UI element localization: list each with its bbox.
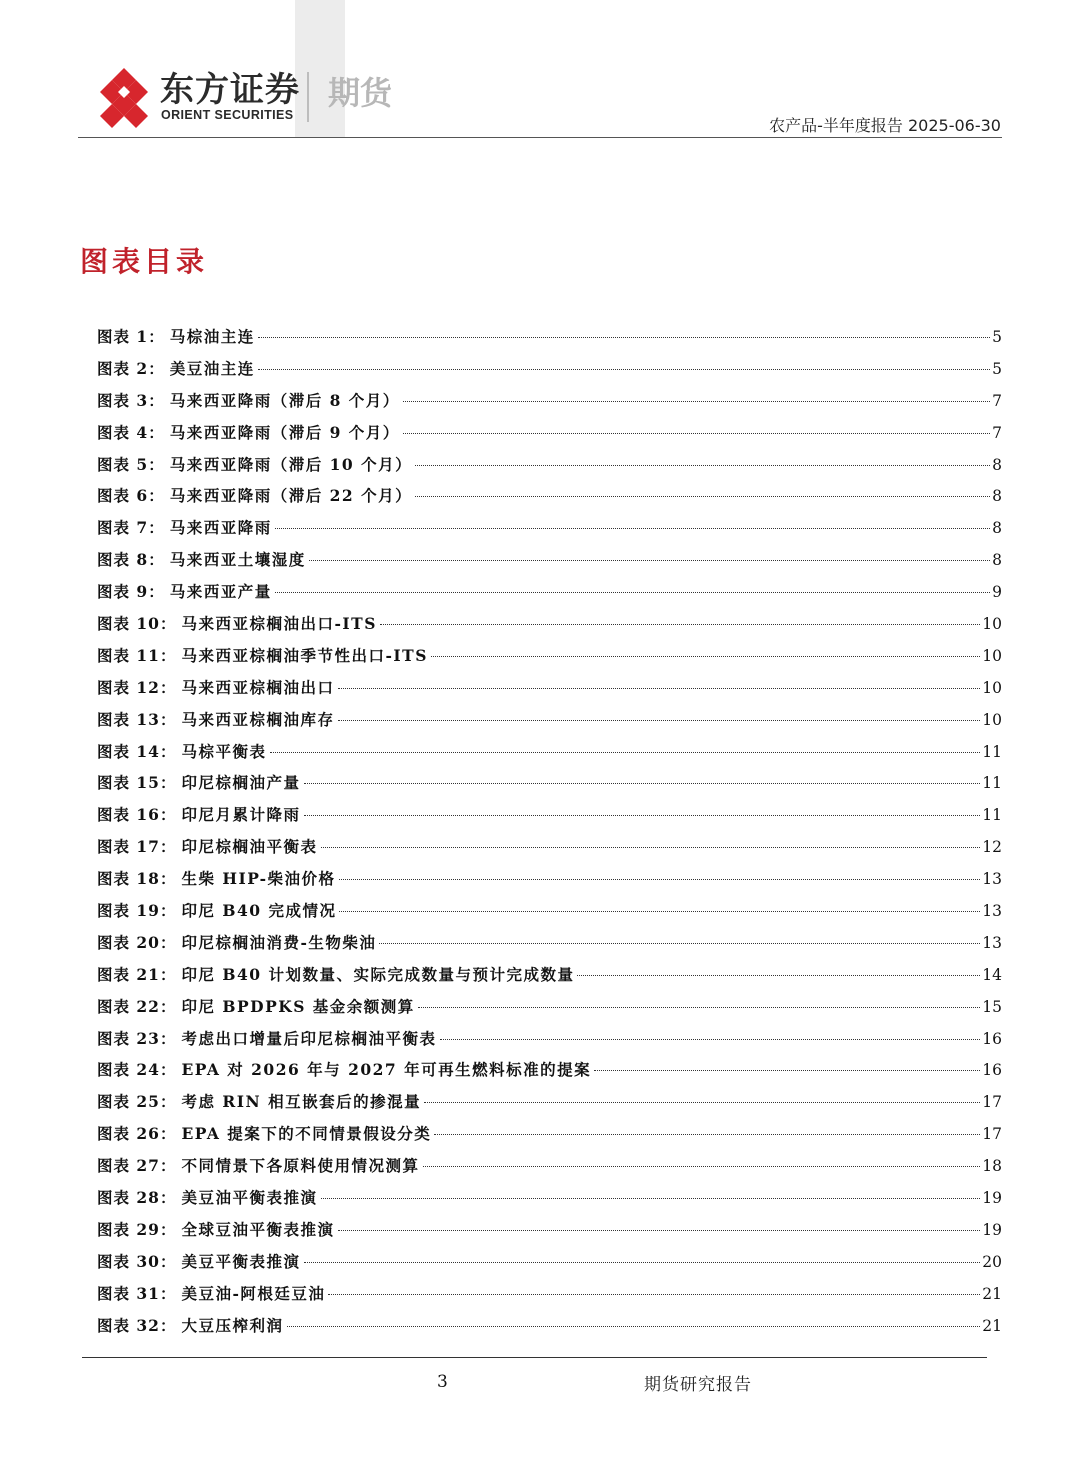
toc-figure-title: 印尼 B40 完成情况 (181, 901, 337, 921)
toc-page-number: 8 (992, 455, 1002, 474)
toc-dot-leader (577, 975, 980, 976)
toc-colon: ： (159, 1283, 176, 1303)
table-of-figures (97, 325, 1002, 1346)
toc-row[interactable] (97, 995, 1002, 1027)
toc-row[interactable] (97, 1186, 1002, 1218)
toc-page-number: 10 (982, 710, 1002, 729)
toc-dot-leader (434, 1134, 980, 1135)
toc-page-number: 11 (982, 742, 1002, 761)
toc-figure-label: 图表 30 (97, 1251, 160, 1271)
toc-figure-title: 马来西亚降雨（滞后 9 个月） (169, 422, 400, 442)
toc-figure-label: 图表 4 (97, 422, 149, 442)
toc-row[interactable] (97, 389, 1002, 421)
toc-page-number: 21 (982, 1316, 1002, 1335)
toc-colon: ： (159, 996, 176, 1016)
toc-figure-title: EPA 对 2026 年与 2027 年可再生燃料标准的提案 (181, 1060, 592, 1080)
toc-figure-label: 图表 2 (97, 358, 149, 378)
toc-page-number: 13 (982, 870, 1002, 889)
toc-dot-leader (424, 1102, 980, 1103)
toc-figure-title: 马来西亚棕榈油库存 (181, 709, 335, 729)
toc-page-number: 10 (982, 615, 1002, 634)
toc-figure-label: 图表 10 (97, 614, 160, 634)
toc-page-number: 19 (982, 1189, 1002, 1208)
toc-figure-title: 美豆油平衡表推演 (181, 1188, 318, 1208)
toc-figure-label: 图表 32 (97, 1315, 160, 1335)
toc-colon: ： (159, 1028, 176, 1048)
footer-label: 期货研究报告 (644, 1375, 752, 1395)
toc-row[interactable] (97, 357, 1002, 389)
toc-dot-leader (379, 943, 980, 944)
toc-figure-label: 图表 8 (97, 550, 149, 570)
toc-dot-leader (431, 656, 980, 657)
toc-row[interactable] (97, 771, 1002, 803)
toc-page-number: 17 (982, 1125, 1002, 1144)
toc-figure-title: 大豆压榨利润 (181, 1315, 284, 1335)
logo-divider (307, 72, 309, 122)
toc-dot-leader (338, 720, 981, 721)
toc-figure-label: 图表 21 (97, 964, 160, 984)
toc-figure-label: 图表 11 (97, 645, 160, 665)
toc-dot-leader (287, 1326, 981, 1327)
toc-page-number: 15 (982, 997, 1002, 1016)
toc-page-number: 10 (982, 646, 1002, 665)
toc-dot-leader (418, 1007, 980, 1008)
toc-colon: ： (159, 645, 176, 665)
toc-page-number: 13 (982, 902, 1002, 921)
toc-figure-title: 马来西亚降雨 (169, 518, 272, 538)
toc-colon: ： (148, 358, 164, 378)
toc-colon: ： (159, 964, 176, 984)
toc-page-number: 20 (982, 1252, 1002, 1271)
toc-colon: ： (159, 837, 176, 857)
toc-figure-label: 图表 22 (97, 996, 160, 1016)
logo-subtitle-futures: 期货 (328, 74, 393, 112)
toc-row[interactable] (97, 676, 1002, 708)
toc-colon: ： (159, 709, 176, 729)
toc-row[interactable] (97, 484, 1002, 516)
toc-colon: ： (159, 1156, 176, 1176)
toc-row[interactable] (97, 835, 1002, 867)
toc-dot-leader (275, 528, 990, 529)
toc-dot-leader (339, 911, 980, 912)
page-number: 3 (437, 1372, 448, 1392)
toc-dot-leader (309, 560, 990, 561)
toc-row[interactable] (97, 899, 1002, 931)
toc-dot-leader (403, 433, 990, 434)
toc-page-number: 9 (992, 583, 1002, 602)
toc-row[interactable] (97, 421, 1002, 453)
toc-colon: ： (159, 869, 176, 889)
page-title: 图表目录 (80, 245, 209, 278)
toc-dot-leader (594, 1070, 980, 1071)
toc-figure-title: 马来西亚棕榈油出口 (181, 677, 335, 697)
toc-row[interactable] (97, 1314, 1002, 1346)
toc-colon: ： (148, 518, 164, 538)
toc-dot-leader (304, 1262, 981, 1263)
toc-figure-label: 图表 28 (97, 1188, 160, 1208)
toc-page-number: 8 (992, 551, 1002, 570)
toc-row[interactable] (97, 1122, 1002, 1154)
toc-row[interactable] (97, 931, 1002, 963)
toc-page-number: 7 (992, 423, 1002, 442)
toc-row[interactable] (97, 325, 1002, 357)
toc-page-number: 13 (982, 933, 1002, 952)
toc-dot-leader (304, 815, 981, 816)
toc-figure-label: 图表 25 (97, 1092, 160, 1112)
toc-dot-leader (423, 1166, 981, 1167)
toc-page-number: 7 (992, 391, 1002, 410)
toc-colon: ： (148, 486, 164, 506)
toc-colon: ： (148, 422, 164, 442)
toc-figure-title: 马来西亚棕榈油季节性出口-ITS (181, 645, 428, 665)
toc-figure-title: 印尼棕榈油平衡表 (181, 837, 318, 857)
toc-figure-label: 图表 29 (97, 1219, 160, 1239)
toc-figure-title: EPA 提案下的不同情景假设分类 (181, 1124, 432, 1144)
toc-figure-label: 图表 18 (97, 869, 160, 889)
toc-row[interactable] (97, 1154, 1002, 1186)
toc-figure-title: 不同情景下各原料使用情况测算 (181, 1156, 420, 1176)
toc-dot-leader (304, 783, 981, 784)
toc-colon: ： (148, 454, 164, 474)
toc-page-number: 21 (982, 1284, 1002, 1303)
toc-figure-title: 美豆油-阿根廷豆油 (181, 1283, 326, 1303)
toc-figure-label: 图表 20 (97, 932, 160, 952)
toc-dot-leader (321, 1198, 981, 1199)
toc-figure-title: 印尼 B40 计划数量、实际完成数量与预计完成数量 (181, 964, 575, 984)
toc-colon: ： (159, 901, 176, 921)
toc-dot-leader (328, 1294, 980, 1295)
toc-dot-leader (440, 1039, 981, 1040)
toc-dot-leader (339, 879, 981, 880)
toc-figure-title: 印尼月累计降雨 (181, 805, 301, 825)
toc-row[interactable] (97, 580, 1002, 612)
toc-dot-leader (338, 1230, 981, 1231)
toc-dot-leader (275, 592, 990, 593)
toc-figure-label: 图表 23 (97, 1028, 160, 1048)
toc-page-number: 8 (992, 519, 1002, 538)
toc-dot-leader (270, 752, 981, 753)
toc-page-number: 14 (982, 965, 1002, 984)
toc-dot-leader (380, 624, 980, 625)
toc-page-number: 10 (982, 678, 1002, 697)
toc-page-number: 16 (982, 1061, 1002, 1080)
toc-dot-leader (415, 496, 990, 497)
toc-page-number: 12 (982, 838, 1002, 857)
toc-row[interactable] (97, 644, 1002, 676)
toc-row[interactable] (97, 516, 1002, 548)
toc-figure-title: 马棕油主连 (169, 327, 255, 346)
toc-figure-label: 图表 3 (97, 390, 149, 410)
toc-page-number: 8 (992, 487, 1002, 506)
toc-figure-title: 马来西亚降雨（滞后 8 个月） (169, 390, 400, 410)
toc-colon: ： (148, 550, 164, 570)
toc-figure-label: 图表 17 (97, 837, 160, 857)
toc-figure-label: 图表 6 (97, 486, 149, 506)
toc-figure-label: 图表 26 (97, 1124, 160, 1144)
toc-colon: ： (159, 614, 176, 634)
header-rule (78, 137, 1002, 138)
toc-figure-label: 图表 16 (97, 805, 160, 825)
toc-figure-label: 图表 5 (97, 454, 149, 474)
toc-row[interactable] (97, 453, 1002, 485)
toc-colon: ： (159, 805, 176, 825)
toc-figure-title: 马棕平衡表 (181, 741, 267, 761)
toc-figure-title: 美豆油主连 (169, 358, 255, 378)
toc-page-number: 11 (982, 806, 1002, 825)
toc-row[interactable] (97, 1250, 1002, 1282)
toc-colon: ： (159, 773, 176, 793)
toc-figure-title: 马来西亚棕榈油出口-ITS (181, 614, 377, 634)
header-gray-band (295, 0, 345, 138)
orient-securities-logo-icon (96, 66, 152, 130)
toc-colon: ： (159, 677, 176, 697)
toc-colon: ： (159, 932, 176, 952)
footer-rule (82, 1357, 987, 1358)
toc-figure-label: 图表 24 (97, 1060, 160, 1080)
toc-figure-label: 图表 13 (97, 709, 160, 729)
toc-colon: ： (159, 1219, 176, 1239)
toc-row[interactable] (97, 740, 1002, 772)
toc-figure-title: 美豆平衡表推演 (181, 1251, 301, 1271)
toc-page-number: 18 (982, 1157, 1002, 1176)
toc-row[interactable] (97, 803, 1002, 835)
toc-colon: ： (159, 1124, 176, 1144)
logo-english-name: ORIENT SECURITIES (161, 108, 294, 122)
toc-figure-label: 图表 14 (97, 741, 160, 761)
toc-figure-label: 图表 12 (97, 677, 160, 697)
toc-colon: ： (159, 741, 176, 761)
toc-figure-title: 印尼 BPDPKS 基金余额测算 (181, 996, 415, 1016)
toc-figure-label: 图表 9 (97, 582, 149, 602)
toc-colon: ： (159, 1315, 176, 1335)
toc-dot-leader (258, 369, 990, 370)
toc-row[interactable] (97, 612, 1002, 644)
toc-dot-leader (403, 401, 990, 402)
toc-page-number: 5 (992, 328, 1002, 346)
toc-row[interactable] (97, 708, 1002, 740)
logo-chinese-name: 东方证券 (160, 70, 300, 110)
toc-row[interactable] (97, 548, 1002, 580)
toc-figure-label: 图表 31 (97, 1283, 160, 1303)
toc-colon: ： (159, 1060, 176, 1080)
toc-colon: ： (159, 1251, 176, 1271)
toc-row[interactable] (97, 1058, 1002, 1090)
toc-figure-title: 马来西亚降雨（滞后 22 个月） (169, 486, 413, 506)
toc-figure-label: 图表 19 (97, 901, 160, 921)
toc-figure-label: 图表 1 (97, 327, 149, 346)
toc-page-number: 16 (982, 1029, 1002, 1048)
toc-row[interactable] (97, 867, 1002, 899)
toc-page-number: 11 (982, 774, 1002, 793)
toc-figure-title: 马来西亚土壤湿度 (169, 550, 306, 570)
toc-figure-title: 印尼棕榈油产量 (181, 773, 301, 793)
toc-colon: ： (148, 582, 164, 602)
toc-colon: ： (159, 1188, 176, 1208)
toc-figure-title: 印尼棕榈油消费-生物柴油 (181, 932, 377, 952)
toc-figure-label: 图表 27 (97, 1156, 160, 1176)
toc-row[interactable] (97, 963, 1002, 995)
toc-colon: ： (148, 327, 164, 346)
toc-row[interactable] (97, 1282, 1002, 1314)
toc-figure-label: 图表 15 (97, 773, 160, 793)
toc-figure-title: 全球豆油平衡表推演 (181, 1219, 335, 1239)
toc-figure-title: 生柴 HIP-柴油价格 (181, 869, 336, 889)
toc-figure-title: 马来西亚产量 (169, 582, 272, 602)
toc-row[interactable] (97, 1090, 1002, 1122)
toc-dot-leader (338, 688, 981, 689)
toc-dot-leader (258, 337, 990, 338)
toc-colon: ： (148, 390, 164, 410)
toc-colon: ： (159, 1092, 176, 1112)
toc-figure-title: 考虑出口增量后印尼棕榈油平衡表 (181, 1028, 437, 1048)
toc-dot-leader (415, 465, 990, 466)
toc-row[interactable] (97, 1218, 1002, 1250)
report-info: 农产品-半年度报告 2025-06-30 (769, 116, 1001, 135)
toc-figure-title: 马来西亚降雨（滞后 10 个月） (169, 454, 413, 474)
toc-figure-label: 图表 7 (97, 518, 149, 538)
toc-row[interactable] (97, 1027, 1002, 1059)
toc-figure-title: 考虑 RIN 相互嵌套后的掺混量 (181, 1092, 422, 1112)
toc-dot-leader (321, 847, 981, 848)
toc-page-number: 5 (992, 359, 1002, 378)
toc-page-number: 19 (982, 1220, 1002, 1239)
toc-page-number: 17 (982, 1093, 1002, 1112)
